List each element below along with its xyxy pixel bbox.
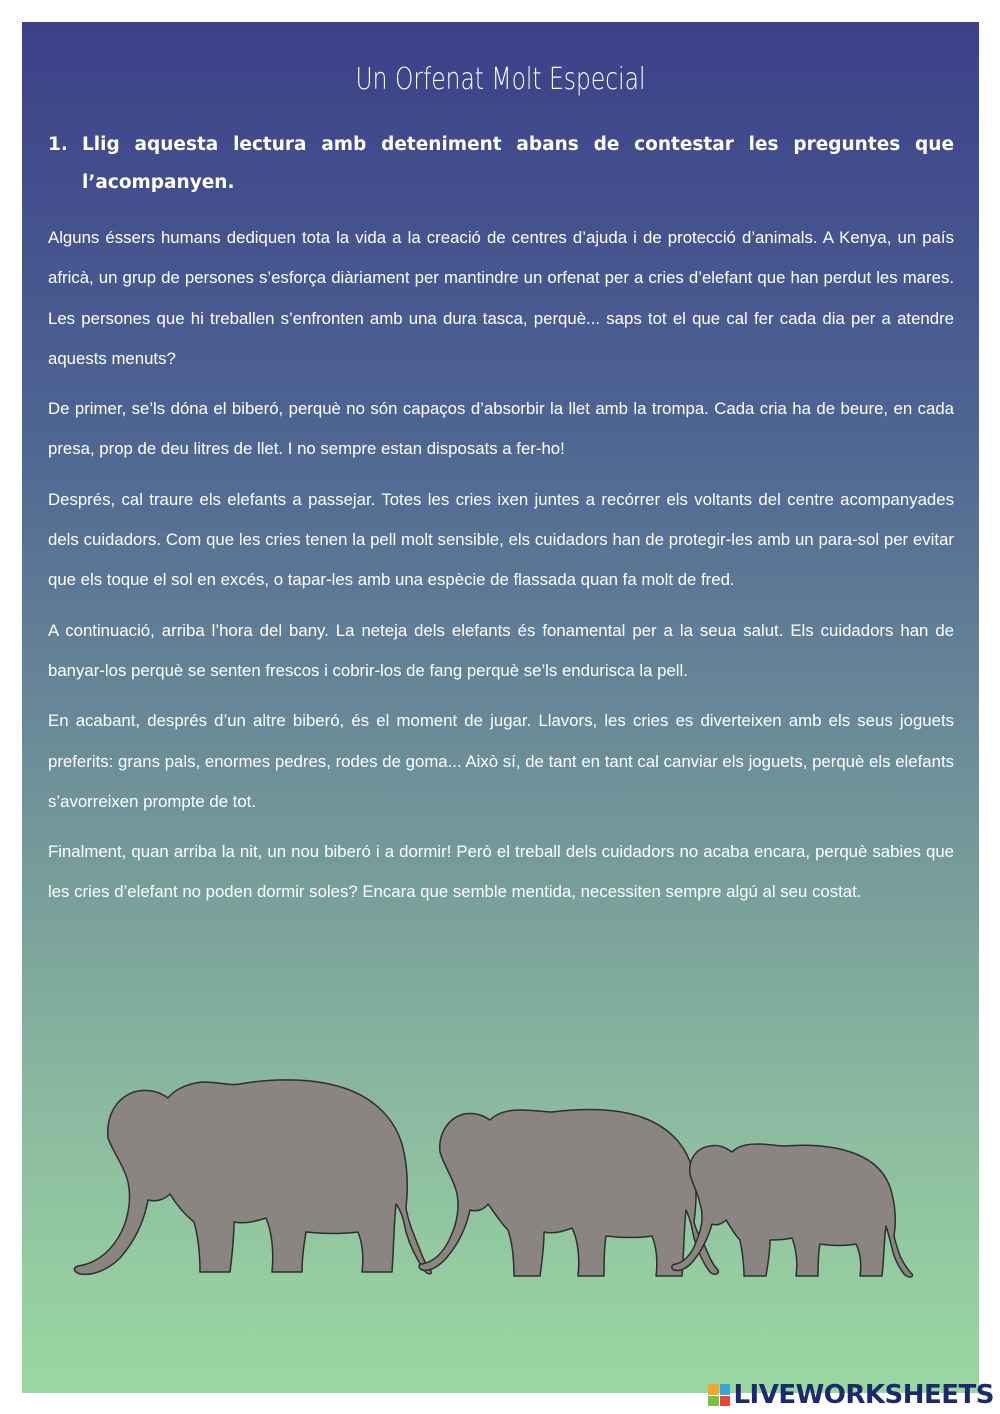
paragraph: En acabant, després d’un altre biberó, és el moment de jugar. Llavors, les cries es diverteixen amb els seus joguets preferits: grans pals, enormes pedres, rodes de goma... Això sí, de tant en tant cal canviar els joguets, perquè els elefants s’avorreixen prompte de tot. [48,711,954,811]
liveworksheets-brand [708,1380,994,1410]
paragraph: Alguns éssers humans dediquen tota la vida a la creació de centres d’ajuda i de protecció d’animals. A Kenya, un país africà, un grup de persones s’esforça diàriament per mantindre un orfenat per a cries d’elefant que han perdut les mares. Les persones que hi treballen s’enfronten amb una dura tasca, perquè... saps tot el que cal fer cada dia per a atendre aquests menuts? [48,228,954,368]
instruction-number: 1. [48,134,68,155]
brand-text: LIVEWORKSHEETS [733,1380,994,1410]
paragraph: De primer, se’ls dóna el biberó, perquè no són capaços d’absorbir la llet amb la trompa. Cada cria ha de beure, en cada presa, prop de deu litres de llet. I no sempre estan disposats a fer-ho! [48,399,954,459]
instruction-text: Llig aquesta lectura amb deteniment abans de contestar les preguntes que l’acompanyen. [82,134,954,193]
elephant-medium-icon [419,1110,718,1276]
liveworksheets-logo-icon [708,1384,730,1406]
page-title: Un Orfenat Molt Especial [355,62,646,97]
reading-text [48,218,954,923]
paragraph: Finalment, quan arriba la nit, un nou biberó i a dormir! Però el treball dels cuidadors no acaba encara, perquè sabies que les cries d’elefant no poden dormir soles? Encara que semble mentida, necessiten sempre algú al seu costat. [48,842,954,902]
instruction [48,126,954,202]
elephant-large-icon [74,1080,431,1274]
paragraph: A continuació, arriba l’hora del bany. La neteja dels elefants és fonamental per a la seua salut. Els cuidadors han de banyar-los perquè se senten frescos i cobrir-los de fang perquè se’ls endurisca la pell. [48,620,954,680]
elephant-family-icon [44,1072,914,1302]
paragraph: Després, cal traure els elefants a passejar. Totes les cries ixen juntes a recórrer els voltants del centre acompanyades dels cuidadors. Com que les cries tenen la pell molt sensible, els cuidadors han de protegir-les amb un para-sol per evitar que els toque el sol en excés, o tapar-les amb una espècie de flassada quan fa molt de fred. [48,489,954,590]
worksheet-page [22,22,979,1393]
